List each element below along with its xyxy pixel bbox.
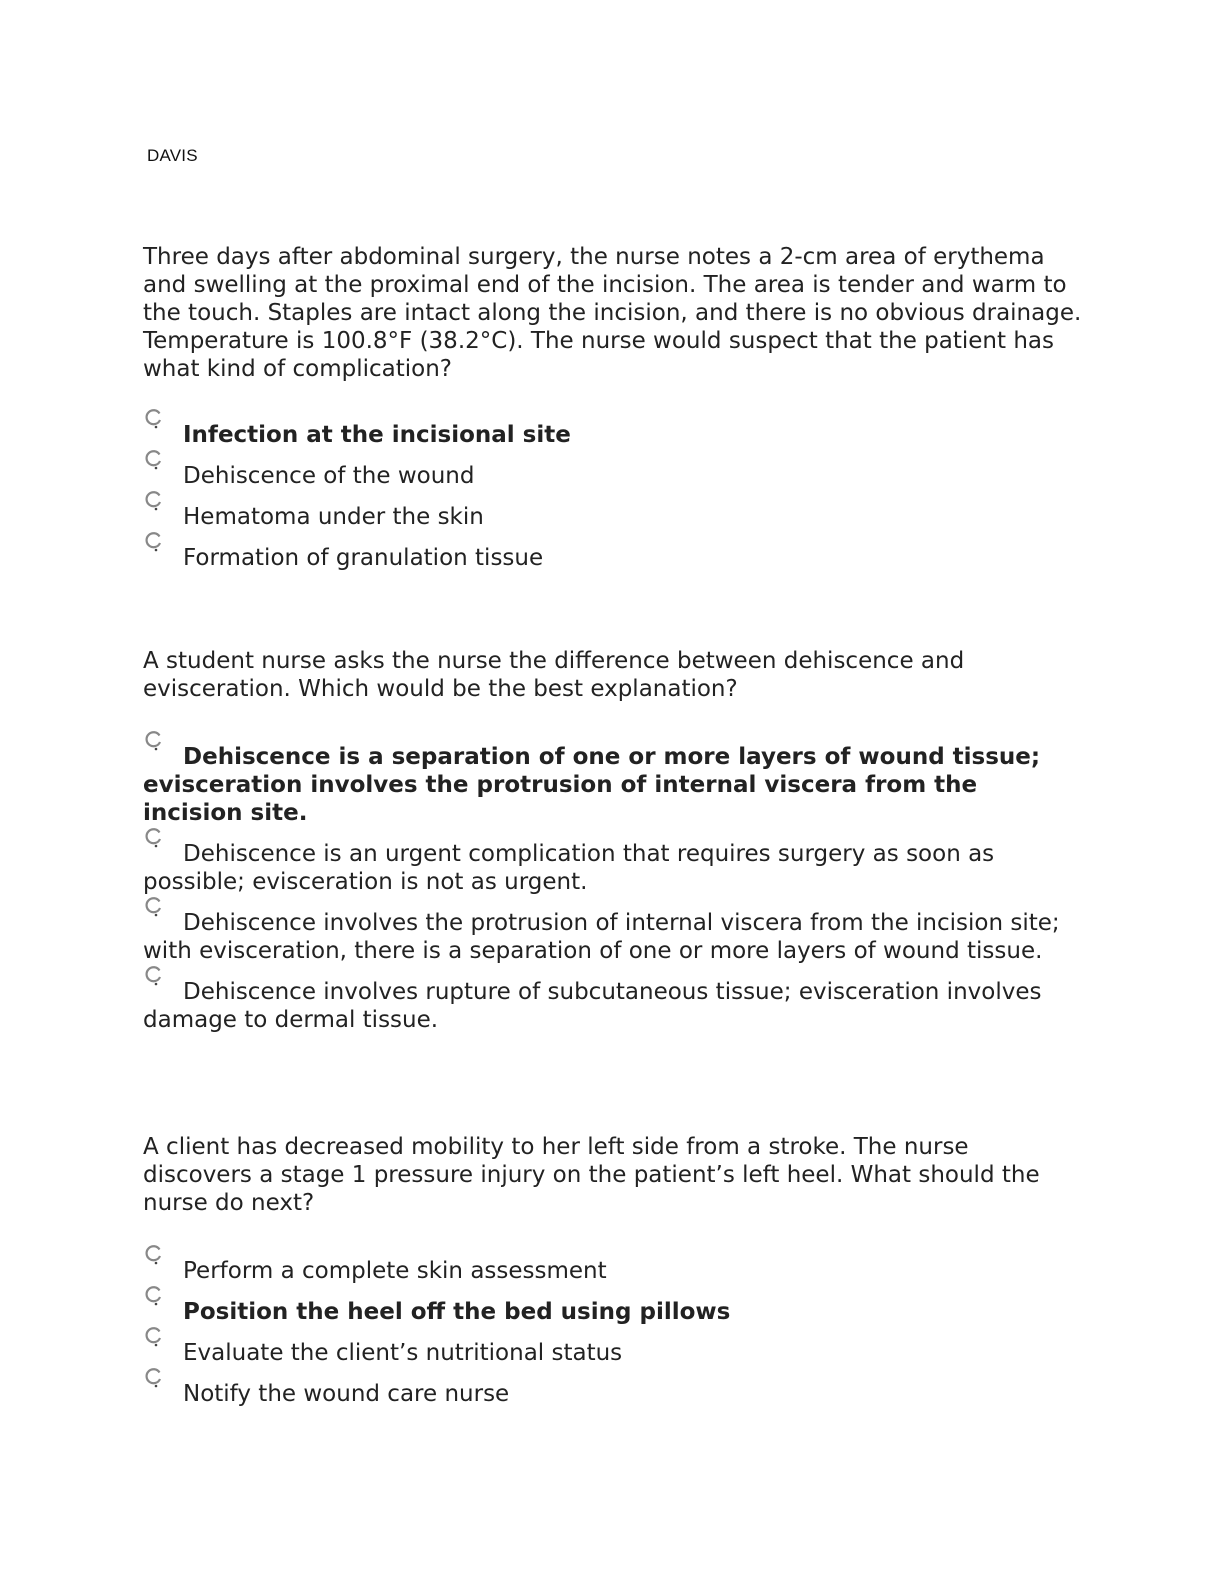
radio-button-icon[interactable] bbox=[143, 530, 165, 552]
answer-option[interactable] bbox=[143, 840, 1083, 896]
answer-label: Perform a complete skin assessment bbox=[183, 1258, 607, 1284]
radio-button-icon[interactable] bbox=[143, 1243, 165, 1265]
question-stem: Three days after abdominal surgery, the nurse notes a 2-cm area of erythema and swelling at the proximal end of the incision. The area is tender and warm to the touch. Staples are intact along the incision, and there is no obvious drainage. Temperature is 100.8°F (38.2°C). The nurse would suspect that the patient has what kind of complication? bbox=[143, 244, 1082, 382]
answer-option[interactable] bbox=[143, 1339, 1083, 1367]
radio-button-icon[interactable] bbox=[143, 489, 165, 511]
radio-button-icon[interactable] bbox=[143, 1325, 165, 1347]
answer-option[interactable] bbox=[143, 421, 1083, 449]
question-stem: A client has decreased mobility to her left side from a stroke. The nurse discovers a stage 1 pressure injury on the patient’s left heel. What should the nurse do next? bbox=[143, 1134, 1040, 1216]
radio-button-icon[interactable] bbox=[143, 407, 165, 429]
answer-label: Dehiscence is a separation of one or more layers of wound tissue; evisceration involves the protrusion of internal viscera from the incision site. bbox=[143, 744, 1041, 826]
radio-button-icon[interactable] bbox=[143, 964, 165, 986]
answer-option[interactable] bbox=[143, 743, 1083, 827]
answer-label: Evaluate the client’s nutritional status bbox=[183, 1340, 623, 1366]
question-1 bbox=[143, 243, 1083, 572]
answer-label: Position the heel off the bed using pillows bbox=[183, 1299, 731, 1325]
answer-option[interactable] bbox=[143, 978, 1083, 1034]
answer-label: Dehiscence is an urgent complication that requires surgery as soon as possible; evisceration is not as urgent. bbox=[143, 841, 995, 895]
answer-options bbox=[143, 1257, 1083, 1408]
answer-label: Infection at the incisional site bbox=[183, 422, 571, 448]
question-3 bbox=[143, 1133, 1083, 1408]
answer-option[interactable] bbox=[143, 1380, 1083, 1408]
answer-option[interactable] bbox=[143, 462, 1083, 490]
answer-options bbox=[143, 421, 1083, 572]
answer-label: Formation of granulation tissue bbox=[183, 545, 544, 571]
question-stem: A student nurse asks the nurse the difference between dehiscence and evisceration. Which would be the best explanation? bbox=[143, 648, 965, 702]
answer-option[interactable] bbox=[143, 503, 1083, 531]
answer-label: Dehiscence involves the protrusion of internal viscera from the incision site; with evisceration, there is a separation of one or more layers of wound tissue. bbox=[143, 910, 1060, 964]
radio-button-icon[interactable] bbox=[143, 895, 165, 917]
answer-label: Hematoma under the skin bbox=[183, 504, 484, 530]
radio-button-icon[interactable] bbox=[143, 729, 165, 751]
radio-button-icon[interactable] bbox=[143, 1284, 165, 1306]
answer-options bbox=[143, 743, 1083, 1034]
radio-button-icon[interactable] bbox=[143, 826, 165, 848]
answer-option[interactable] bbox=[143, 909, 1083, 965]
answer-label: Notify the wound care nurse bbox=[183, 1381, 510, 1407]
answer-option[interactable] bbox=[143, 1257, 1083, 1285]
answer-label: Dehiscence of the wound bbox=[183, 463, 475, 489]
answer-option[interactable] bbox=[143, 1298, 1083, 1326]
answer-option[interactable] bbox=[143, 544, 1083, 572]
document-header: DAVIS bbox=[147, 146, 198, 165]
radio-button-icon[interactable] bbox=[143, 1366, 165, 1388]
answer-label: Dehiscence involves rupture of subcutaneous tissue; evisceration involves damage to dermal tissue. bbox=[143, 979, 1042, 1033]
question-2 bbox=[143, 647, 1083, 1034]
radio-button-icon[interactable] bbox=[143, 448, 165, 470]
